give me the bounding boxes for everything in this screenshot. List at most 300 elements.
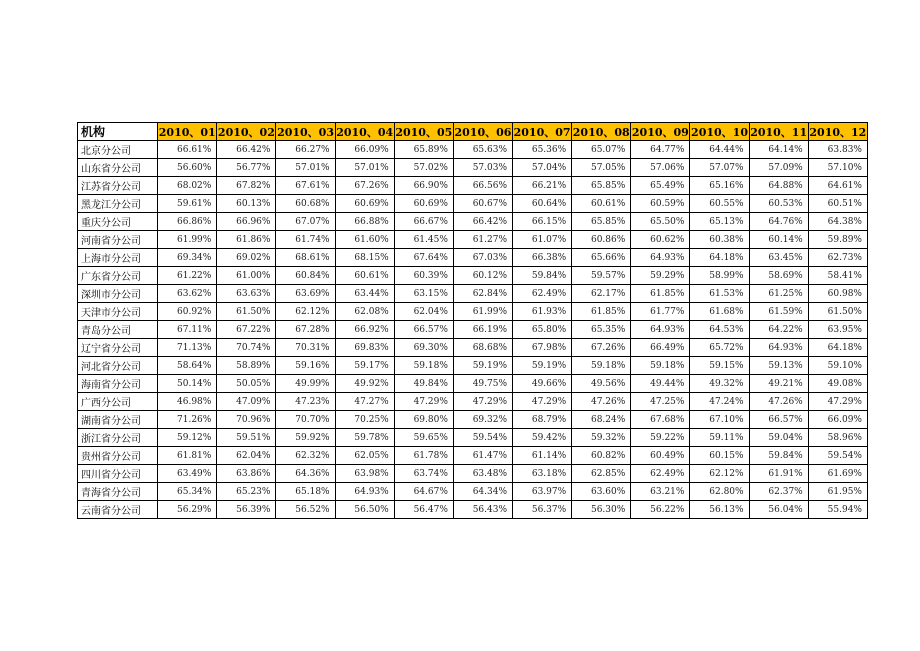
value-cell: 49.44% bbox=[631, 375, 690, 393]
month-header: 2010、05 bbox=[394, 123, 453, 141]
value-cell: 62.17% bbox=[572, 285, 631, 303]
value-cell: 67.82% bbox=[217, 177, 276, 195]
value-cell: 49.75% bbox=[453, 375, 512, 393]
value-cell: 60.61% bbox=[572, 195, 631, 213]
value-cell: 66.90% bbox=[394, 177, 453, 195]
value-cell: 64.61% bbox=[808, 177, 867, 195]
table-row bbox=[78, 339, 868, 357]
value-cell: 67.11% bbox=[158, 321, 217, 339]
value-cell: 65.85% bbox=[572, 177, 631, 195]
value-cell: 57.01% bbox=[276, 159, 335, 177]
value-cell: 66.49% bbox=[631, 339, 690, 357]
org-name-cell: 黑龙江分公司 bbox=[78, 195, 158, 213]
value-cell: 63.15% bbox=[394, 285, 453, 303]
value-cell: 59.15% bbox=[690, 357, 749, 375]
value-cell: 59.22% bbox=[631, 429, 690, 447]
value-cell: 63.83% bbox=[808, 141, 867, 159]
value-cell: 65.80% bbox=[513, 321, 572, 339]
org-name-cell: 广西分公司 bbox=[78, 393, 158, 411]
value-cell: 69.32% bbox=[453, 411, 512, 429]
month-header: 2010、03 bbox=[276, 123, 335, 141]
value-cell: 64.14% bbox=[749, 141, 808, 159]
table-row bbox=[78, 429, 868, 447]
value-cell: 47.29% bbox=[808, 393, 867, 411]
value-cell: 61.14% bbox=[513, 447, 572, 465]
value-cell: 64.67% bbox=[394, 483, 453, 501]
org-name-cell: 浙江省分公司 bbox=[78, 429, 158, 447]
value-cell: 66.15% bbox=[513, 213, 572, 231]
org-name-cell: 江苏省分公司 bbox=[78, 177, 158, 195]
org-name-cell: 辽宁省分公司 bbox=[78, 339, 158, 357]
value-cell: 47.09% bbox=[217, 393, 276, 411]
value-cell: 65.34% bbox=[158, 483, 217, 501]
value-cell: 57.09% bbox=[749, 159, 808, 177]
value-cell: 49.84% bbox=[394, 375, 453, 393]
value-cell: 67.10% bbox=[690, 411, 749, 429]
value-cell: 67.03% bbox=[453, 249, 512, 267]
value-cell: 59.32% bbox=[572, 429, 631, 447]
value-cell: 61.60% bbox=[335, 231, 394, 249]
value-cell: 66.88% bbox=[335, 213, 394, 231]
value-cell: 65.63% bbox=[453, 141, 512, 159]
value-cell: 60.59% bbox=[631, 195, 690, 213]
data-table bbox=[77, 122, 868, 519]
value-cell: 50.14% bbox=[158, 375, 217, 393]
table-row bbox=[78, 465, 868, 483]
value-cell: 65.36% bbox=[513, 141, 572, 159]
value-cell: 66.61% bbox=[158, 141, 217, 159]
month-header: 2010、09 bbox=[631, 123, 690, 141]
value-cell: 63.48% bbox=[453, 465, 512, 483]
value-cell: 69.34% bbox=[158, 249, 217, 267]
table-row bbox=[78, 447, 868, 465]
table-row bbox=[78, 195, 868, 213]
value-cell: 62.85% bbox=[572, 465, 631, 483]
value-cell: 59.04% bbox=[749, 429, 808, 447]
value-cell: 61.25% bbox=[749, 285, 808, 303]
value-cell: 61.22% bbox=[158, 267, 217, 285]
value-cell: 59.16% bbox=[276, 357, 335, 375]
org-name-cell: 贵州省分公司 bbox=[78, 447, 158, 465]
value-cell: 63.44% bbox=[335, 285, 394, 303]
value-cell: 64.93% bbox=[631, 321, 690, 339]
value-cell: 57.02% bbox=[394, 159, 453, 177]
table-row bbox=[78, 393, 868, 411]
value-cell: 49.92% bbox=[335, 375, 394, 393]
value-cell: 63.98% bbox=[335, 465, 394, 483]
month-header: 2010、11 bbox=[749, 123, 808, 141]
value-cell: 64.18% bbox=[690, 249, 749, 267]
value-cell: 57.10% bbox=[808, 159, 867, 177]
value-cell: 60.82% bbox=[572, 447, 631, 465]
value-cell: 69.80% bbox=[394, 411, 453, 429]
org-name-cell: 广东省分公司 bbox=[78, 267, 158, 285]
table-row bbox=[78, 213, 868, 231]
value-cell: 65.13% bbox=[690, 213, 749, 231]
org-name-cell: 上海市分公司 bbox=[78, 249, 158, 267]
value-cell: 56.13% bbox=[690, 501, 749, 519]
value-cell: 63.74% bbox=[394, 465, 453, 483]
value-cell: 63.21% bbox=[631, 483, 690, 501]
value-cell: 61.91% bbox=[749, 465, 808, 483]
value-cell: 59.12% bbox=[158, 429, 217, 447]
value-cell: 61.59% bbox=[749, 303, 808, 321]
value-cell: 65.72% bbox=[690, 339, 749, 357]
value-cell: 67.26% bbox=[335, 177, 394, 195]
value-cell: 65.49% bbox=[631, 177, 690, 195]
value-cell: 62.12% bbox=[276, 303, 335, 321]
value-cell: 49.32% bbox=[690, 375, 749, 393]
value-cell: 61.50% bbox=[217, 303, 276, 321]
table-row bbox=[78, 159, 868, 177]
value-cell: 65.23% bbox=[217, 483, 276, 501]
month-header: 2010、04 bbox=[335, 123, 394, 141]
value-cell: 59.13% bbox=[749, 357, 808, 375]
table-row bbox=[78, 285, 868, 303]
value-cell: 57.05% bbox=[572, 159, 631, 177]
value-cell: 65.35% bbox=[572, 321, 631, 339]
value-cell: 59.19% bbox=[453, 357, 512, 375]
value-cell: 62.49% bbox=[513, 285, 572, 303]
value-cell: 63.95% bbox=[808, 321, 867, 339]
value-cell: 47.24% bbox=[690, 393, 749, 411]
value-cell: 61.53% bbox=[690, 285, 749, 303]
value-cell: 68.68% bbox=[453, 339, 512, 357]
value-cell: 68.02% bbox=[158, 177, 217, 195]
value-cell: 60.92% bbox=[158, 303, 217, 321]
value-cell: 66.57% bbox=[749, 411, 808, 429]
value-cell: 60.15% bbox=[690, 447, 749, 465]
value-cell: 61.81% bbox=[158, 447, 217, 465]
value-cell: 66.21% bbox=[513, 177, 572, 195]
value-cell: 64.22% bbox=[749, 321, 808, 339]
value-cell: 60.14% bbox=[749, 231, 808, 249]
value-cell: 56.29% bbox=[158, 501, 217, 519]
value-cell: 60.38% bbox=[690, 231, 749, 249]
table-row bbox=[78, 267, 868, 285]
value-cell: 57.01% bbox=[335, 159, 394, 177]
value-cell: 66.67% bbox=[394, 213, 453, 231]
value-cell: 70.31% bbox=[276, 339, 335, 357]
value-cell: 59.84% bbox=[749, 447, 808, 465]
value-cell: 67.28% bbox=[276, 321, 335, 339]
value-cell: 61.45% bbox=[394, 231, 453, 249]
month-header: 2010、08 bbox=[572, 123, 631, 141]
value-cell: 63.62% bbox=[158, 285, 217, 303]
value-cell: 49.21% bbox=[749, 375, 808, 393]
org-name-cell: 云南省分公司 bbox=[78, 501, 158, 519]
value-cell: 47.29% bbox=[394, 393, 453, 411]
value-cell: 47.23% bbox=[276, 393, 335, 411]
value-cell: 59.29% bbox=[631, 267, 690, 285]
value-cell: 59.17% bbox=[335, 357, 394, 375]
value-cell: 68.79% bbox=[513, 411, 572, 429]
value-cell: 68.61% bbox=[276, 249, 335, 267]
org-name-cell: 天津市分公司 bbox=[78, 303, 158, 321]
value-cell: 47.26% bbox=[572, 393, 631, 411]
value-cell: 69.83% bbox=[335, 339, 394, 357]
value-cell: 59.92% bbox=[276, 429, 335, 447]
value-cell: 60.67% bbox=[453, 195, 512, 213]
value-cell: 60.84% bbox=[276, 267, 335, 285]
value-cell: 59.51% bbox=[217, 429, 276, 447]
value-cell: 49.08% bbox=[808, 375, 867, 393]
value-cell: 59.54% bbox=[453, 429, 512, 447]
value-cell: 62.84% bbox=[453, 285, 512, 303]
value-cell: 60.98% bbox=[808, 285, 867, 303]
value-cell: 63.45% bbox=[749, 249, 808, 267]
value-cell: 56.04% bbox=[749, 501, 808, 519]
value-cell: 47.29% bbox=[513, 393, 572, 411]
value-cell: 66.92% bbox=[335, 321, 394, 339]
value-cell: 67.26% bbox=[572, 339, 631, 357]
value-cell: 47.25% bbox=[631, 393, 690, 411]
value-cell: 63.63% bbox=[217, 285, 276, 303]
value-cell: 58.99% bbox=[690, 267, 749, 285]
org-name-cell: 四川省分公司 bbox=[78, 465, 158, 483]
value-cell: 47.29% bbox=[453, 393, 512, 411]
value-cell: 67.61% bbox=[276, 177, 335, 195]
value-cell: 60.51% bbox=[808, 195, 867, 213]
value-cell: 67.07% bbox=[276, 213, 335, 231]
table-row bbox=[78, 231, 868, 249]
value-cell: 64.77% bbox=[631, 141, 690, 159]
value-cell: 64.93% bbox=[335, 483, 394, 501]
value-cell: 61.77% bbox=[631, 303, 690, 321]
value-cell: 59.65% bbox=[394, 429, 453, 447]
value-cell: 70.74% bbox=[217, 339, 276, 357]
value-cell: 64.44% bbox=[690, 141, 749, 159]
value-cell: 62.12% bbox=[690, 465, 749, 483]
value-cell: 61.69% bbox=[808, 465, 867, 483]
value-cell: 60.39% bbox=[394, 267, 453, 285]
org-name-cell: 重庆分公司 bbox=[78, 213, 158, 231]
org-name-cell: 湖南省分公司 bbox=[78, 411, 158, 429]
value-cell: 61.86% bbox=[217, 231, 276, 249]
value-cell: 63.69% bbox=[276, 285, 335, 303]
value-cell: 66.42% bbox=[453, 213, 512, 231]
value-cell: 69.02% bbox=[217, 249, 276, 267]
value-cell: 61.85% bbox=[572, 303, 631, 321]
value-cell: 66.38% bbox=[513, 249, 572, 267]
value-cell: 58.89% bbox=[217, 357, 276, 375]
value-cell: 56.22% bbox=[631, 501, 690, 519]
value-cell: 63.18% bbox=[513, 465, 572, 483]
value-cell: 57.06% bbox=[631, 159, 690, 177]
value-cell: 59.18% bbox=[572, 357, 631, 375]
org-column-header: 机构 bbox=[78, 123, 158, 141]
month-header: 2010、10 bbox=[690, 123, 749, 141]
value-cell: 66.09% bbox=[335, 141, 394, 159]
value-cell: 70.25% bbox=[335, 411, 394, 429]
value-cell: 62.08% bbox=[335, 303, 394, 321]
value-cell: 59.54% bbox=[808, 447, 867, 465]
value-cell: 66.27% bbox=[276, 141, 335, 159]
value-cell: 58.41% bbox=[808, 267, 867, 285]
table-row bbox=[78, 483, 868, 501]
table-row bbox=[78, 501, 868, 519]
value-cell: 61.74% bbox=[276, 231, 335, 249]
value-cell: 60.62% bbox=[631, 231, 690, 249]
value-cell: 61.00% bbox=[217, 267, 276, 285]
value-cell: 56.39% bbox=[217, 501, 276, 519]
value-cell: 63.49% bbox=[158, 465, 217, 483]
value-cell: 64.76% bbox=[749, 213, 808, 231]
value-cell: 59.42% bbox=[513, 429, 572, 447]
value-cell: 56.30% bbox=[572, 501, 631, 519]
value-cell: 56.50% bbox=[335, 501, 394, 519]
value-cell: 62.04% bbox=[217, 447, 276, 465]
org-name-cell: 河北省分公司 bbox=[78, 357, 158, 375]
value-cell: 58.69% bbox=[749, 267, 808, 285]
value-cell: 61.93% bbox=[513, 303, 572, 321]
value-cell: 58.64% bbox=[158, 357, 217, 375]
table-row bbox=[78, 303, 868, 321]
value-cell: 67.22% bbox=[217, 321, 276, 339]
value-cell: 61.95% bbox=[808, 483, 867, 501]
value-cell: 64.53% bbox=[690, 321, 749, 339]
org-name-cell: 河南省分公司 bbox=[78, 231, 158, 249]
value-cell: 62.73% bbox=[808, 249, 867, 267]
month-header: 2010、01 bbox=[158, 123, 217, 141]
org-name-cell: 北京分公司 bbox=[78, 141, 158, 159]
value-cell: 65.66% bbox=[572, 249, 631, 267]
value-cell: 61.47% bbox=[453, 447, 512, 465]
value-cell: 71.13% bbox=[158, 339, 217, 357]
value-cell: 59.11% bbox=[690, 429, 749, 447]
value-cell: 67.68% bbox=[631, 411, 690, 429]
value-cell: 56.47% bbox=[394, 501, 453, 519]
value-cell: 63.97% bbox=[513, 483, 572, 501]
table-row bbox=[78, 375, 868, 393]
value-cell: 57.04% bbox=[513, 159, 572, 177]
table-row bbox=[78, 177, 868, 195]
value-cell: 66.09% bbox=[808, 411, 867, 429]
table-row bbox=[78, 141, 868, 159]
table-row bbox=[78, 411, 868, 429]
value-cell: 64.36% bbox=[276, 465, 335, 483]
value-cell: 59.84% bbox=[513, 267, 572, 285]
table-row bbox=[78, 249, 868, 267]
value-cell: 65.85% bbox=[572, 213, 631, 231]
value-cell: 66.96% bbox=[217, 213, 276, 231]
value-cell: 56.77% bbox=[217, 159, 276, 177]
value-cell: 68.24% bbox=[572, 411, 631, 429]
value-cell: 65.16% bbox=[690, 177, 749, 195]
month-header: 2010、02 bbox=[217, 123, 276, 141]
value-cell: 62.32% bbox=[276, 447, 335, 465]
value-cell: 62.05% bbox=[335, 447, 394, 465]
value-cell: 62.37% bbox=[749, 483, 808, 501]
month-header: 2010、06 bbox=[453, 123, 512, 141]
value-cell: 65.89% bbox=[394, 141, 453, 159]
value-cell: 59.57% bbox=[572, 267, 631, 285]
value-cell: 56.37% bbox=[513, 501, 572, 519]
value-cell: 60.12% bbox=[453, 267, 512, 285]
value-cell: 66.57% bbox=[394, 321, 453, 339]
value-cell: 63.60% bbox=[572, 483, 631, 501]
value-cell: 66.56% bbox=[453, 177, 512, 195]
value-cell: 60.69% bbox=[394, 195, 453, 213]
value-cell: 49.66% bbox=[513, 375, 572, 393]
value-cell: 61.07% bbox=[513, 231, 572, 249]
table-row bbox=[78, 321, 868, 339]
org-name-cell: 海南省分公司 bbox=[78, 375, 158, 393]
value-cell: 71.26% bbox=[158, 411, 217, 429]
value-cell: 60.61% bbox=[335, 267, 394, 285]
value-cell: 66.86% bbox=[158, 213, 217, 231]
table-body bbox=[78, 141, 868, 519]
value-cell: 56.52% bbox=[276, 501, 335, 519]
header-row bbox=[78, 123, 868, 141]
value-cell: 61.78% bbox=[394, 447, 453, 465]
value-cell: 61.50% bbox=[808, 303, 867, 321]
value-cell: 61.99% bbox=[453, 303, 512, 321]
value-cell: 60.69% bbox=[335, 195, 394, 213]
value-cell: 64.38% bbox=[808, 213, 867, 231]
value-cell: 64.93% bbox=[631, 249, 690, 267]
value-cell: 47.27% bbox=[335, 393, 394, 411]
value-cell: 61.85% bbox=[631, 285, 690, 303]
value-cell: 57.07% bbox=[690, 159, 749, 177]
value-cell: 60.68% bbox=[276, 195, 335, 213]
value-cell: 66.19% bbox=[453, 321, 512, 339]
value-cell: 60.53% bbox=[749, 195, 808, 213]
value-cell: 64.93% bbox=[749, 339, 808, 357]
value-cell: 68.15% bbox=[335, 249, 394, 267]
value-cell: 61.27% bbox=[453, 231, 512, 249]
value-cell: 64.34% bbox=[453, 483, 512, 501]
value-cell: 67.64% bbox=[394, 249, 453, 267]
month-header: 2010、12 bbox=[808, 123, 867, 141]
org-name-cell: 深圳市分公司 bbox=[78, 285, 158, 303]
value-cell: 63.86% bbox=[217, 465, 276, 483]
value-cell: 64.88% bbox=[749, 177, 808, 195]
value-cell: 59.61% bbox=[158, 195, 217, 213]
value-cell: 50.05% bbox=[217, 375, 276, 393]
org-name-cell: 山东省分公司 bbox=[78, 159, 158, 177]
value-cell: 64.18% bbox=[808, 339, 867, 357]
value-cell: 61.99% bbox=[158, 231, 217, 249]
value-cell: 59.18% bbox=[631, 357, 690, 375]
value-cell: 62.04% bbox=[394, 303, 453, 321]
value-cell: 65.18% bbox=[276, 483, 335, 501]
value-cell: 60.86% bbox=[572, 231, 631, 249]
value-cell: 65.50% bbox=[631, 213, 690, 231]
value-cell: 62.80% bbox=[690, 483, 749, 501]
table-row bbox=[78, 357, 868, 375]
value-cell: 60.49% bbox=[631, 447, 690, 465]
value-cell: 60.13% bbox=[217, 195, 276, 213]
value-cell: 59.19% bbox=[513, 357, 572, 375]
org-name-cell: 青海省分公司 bbox=[78, 483, 158, 501]
value-cell: 56.60% bbox=[158, 159, 217, 177]
value-cell: 49.56% bbox=[572, 375, 631, 393]
value-cell: 56.43% bbox=[453, 501, 512, 519]
value-cell: 58.96% bbox=[808, 429, 867, 447]
value-cell: 60.55% bbox=[690, 195, 749, 213]
value-cell: 49.99% bbox=[276, 375, 335, 393]
value-cell: 65.07% bbox=[572, 141, 631, 159]
value-cell: 55.94% bbox=[808, 501, 867, 519]
org-name-cell: 青岛分公司 bbox=[78, 321, 158, 339]
value-cell: 60.64% bbox=[513, 195, 572, 213]
month-header: 2010、07 bbox=[513, 123, 572, 141]
value-cell: 67.98% bbox=[513, 339, 572, 357]
value-cell: 59.89% bbox=[808, 231, 867, 249]
value-cell: 59.18% bbox=[394, 357, 453, 375]
value-cell: 57.03% bbox=[453, 159, 512, 177]
